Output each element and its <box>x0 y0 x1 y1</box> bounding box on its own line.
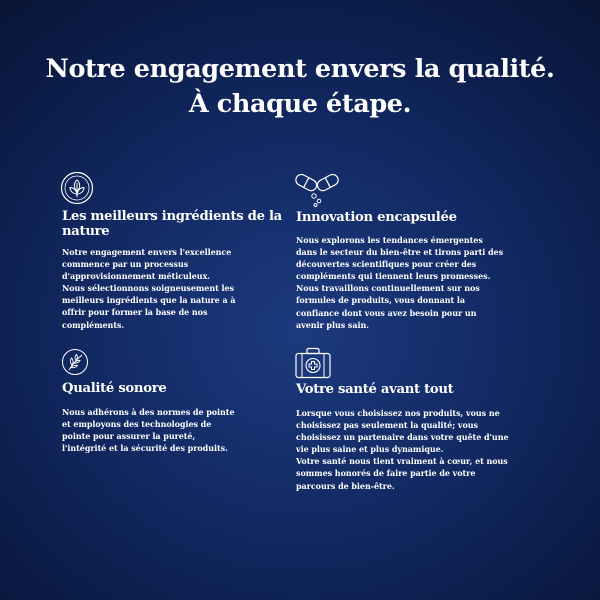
feature-description-line: l'intégrité et la sécurité des produits. <box>62 443 228 454</box>
feature-title-line: nature <box>62 224 110 239</box>
feature-description-line: confiance dont vous avez besoin pour un <box>296 307 477 318</box>
feature-description-line: d'approvisionnement méticuleux. <box>62 271 211 282</box>
feature-description-line: Nous travaillons continuellement sur nos <box>296 283 480 294</box>
feature-description-line: choisissez pas seulement la qualité; vous <box>296 420 478 431</box>
feature-description-line: Nous explorons les tendances émergentes <box>296 235 483 245</box>
feature-description <box>296 407 509 492</box>
feature-description-line: commence par un processus <box>62 259 189 270</box>
feature-description-line: compléments. <box>62 319 125 330</box>
feature-description <box>62 406 235 454</box>
feature-description-line: Lorsque vous choisissez nos produits, vous ne <box>296 408 500 418</box>
feature-title-line: Qualité sonore <box>62 381 167 396</box>
capsule-icon <box>295 172 341 208</box>
feature-description <box>62 246 235 331</box>
feature-title <box>62 209 302 239</box>
feature-description-line: découvertes scientifiques pour créer des <box>296 259 477 270</box>
herb-icon <box>61 348 89 376</box>
feature-description-line: Votre santé nous tient vraiment à cœur, et nous <box>296 456 508 467</box>
feature-best-ingredients <box>62 172 302 342</box>
headline-line-1: Notre engagement envers la qualité. <box>45 54 555 84</box>
headline-line-2: À chaque étape. <box>188 89 412 119</box>
feature-title <box>296 210 541 225</box>
page-headline <box>0 52 600 122</box>
feature-description-line: meilleurs ingrédients que la nature a à <box>62 295 236 306</box>
feature-description-line: sommes honorés de faire partie de votre <box>296 468 476 479</box>
feature-description-line: avenir plus sain. <box>296 319 369 330</box>
feature-innovation <box>296 172 541 342</box>
feature-title <box>62 381 302 396</box>
feature-description-line: Nous adhérons à des normes de pointe <box>62 407 235 417</box>
first-aid-kit-icon <box>295 347 331 379</box>
feature-description-line: compléments qui tiennent leurs promesses. <box>296 271 491 282</box>
feature-description-line: et employons des technologies de <box>62 419 212 430</box>
feature-description-line: choisissez un partenaire dans votre quête d'une <box>296 432 509 443</box>
feature-description-line: Nous sélectionnons soigneusement les <box>62 283 234 294</box>
feature-description-line: parcours de bien-être. <box>296 480 395 491</box>
feature-description-line: offrir pour former la base de nos <box>62 307 208 318</box>
feature-title-line: Innovation encapsulée <box>296 210 457 225</box>
feature-sound-quality <box>62 348 302 458</box>
feature-description-line: formules de produits, vous donnant la <box>296 295 466 306</box>
feature-description-line: Notre engagement envers l'excellence <box>62 247 232 257</box>
feature-title-line: Votre santé avant tout <box>296 382 454 397</box>
feature-description-line: vie plus saine et plus dynamique. <box>296 444 444 455</box>
feature-description-line: dans le secteur du bien-être et tirons parti des <box>296 247 504 258</box>
feature-title <box>296 382 541 397</box>
feature-description-line: pointe pour assurer la pureté, <box>62 431 196 442</box>
feature-description <box>296 234 503 331</box>
feature-title-line: Les meilleurs ingrédients de la <box>62 209 282 224</box>
feature-your-health <box>296 347 541 497</box>
leaf-icon <box>59 170 95 206</box>
